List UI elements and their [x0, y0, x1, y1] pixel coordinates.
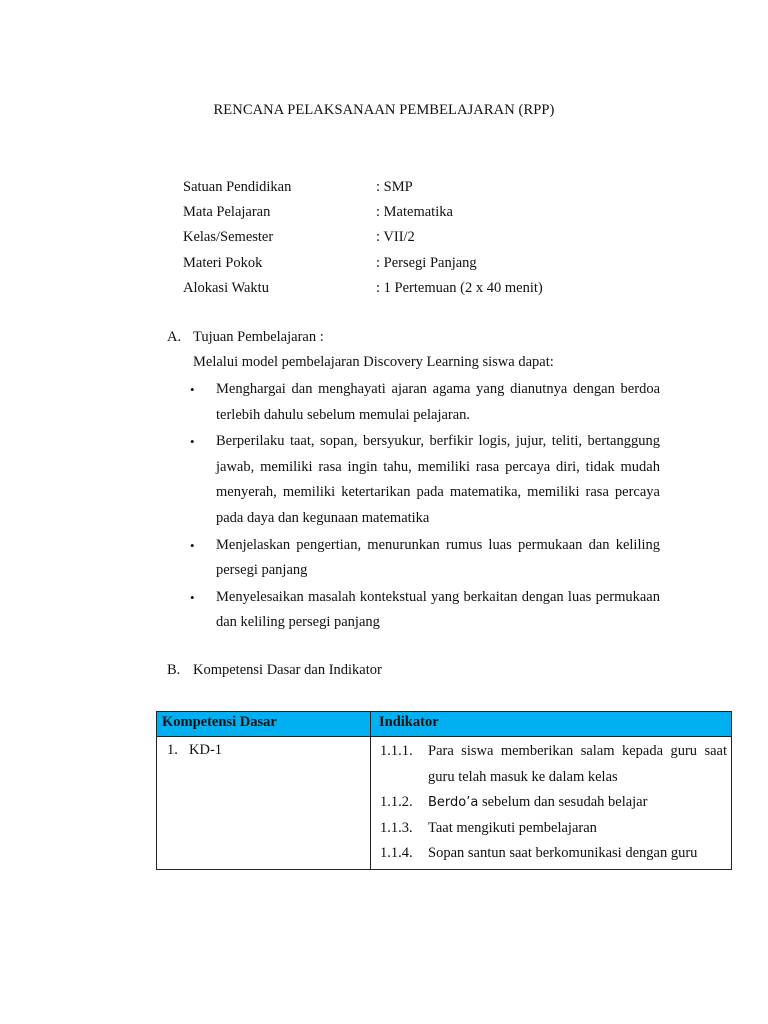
indicator-item: [380, 841, 727, 867]
list-item-text: Menyelesaikan masalah kontekstual yang berkaitan dengan luas permukaan dan keliling persegi panjang: [216, 588, 660, 631]
section-letter: B.: [167, 662, 181, 678]
indicator-number: 1.1.4.: [380, 845, 413, 861]
indicator-text-sans: Berdo’a: [428, 795, 479, 810]
kd-cell: [157, 737, 371, 870]
bullet-icon: •: [190, 434, 195, 450]
identity-row-kelas: [183, 227, 683, 247]
list-item: [190, 377, 660, 428]
indicator-number: 1.1.2.: [380, 794, 413, 810]
identity-value: : 1 Pertemuan (2 x 40 menit): [376, 280, 543, 296]
identity-label: Materi Pokok: [183, 255, 263, 271]
identity-row-alokasi: [183, 278, 683, 298]
indicator-cell: [371, 737, 732, 870]
objectives-list: [190, 377, 660, 636]
identity-value: : VII/2: [376, 229, 415, 245]
section-a-heading: [167, 327, 324, 347]
indicator-text: sebelum dan sesudah belajar: [478, 794, 648, 810]
list-item: [190, 533, 660, 584]
list-item-text: Menghargai dan menghayati ajaran agama yang dianutnya dengan berdoa terlebih dahulu sebelum memulai pelajaran.: [216, 381, 660, 423]
list-item-text: Menjelaskan pengertian, menurunkan rumus luas permukaan dan keliling persegi panjang: [216, 536, 660, 579]
competency-table: [156, 711, 732, 870]
column-header: Kompetensi Dasar: [157, 712, 371, 737]
indicator-number: 1.1.3.: [380, 819, 413, 836]
list-item: [190, 429, 660, 531]
kd-label: KD-1: [189, 742, 223, 758]
kd-number: 1.: [167, 742, 178, 758]
list-item: [190, 585, 660, 636]
list-item-text: Berperilaku taat, sopan, bersyukur, berfikir logis, jujur, teliti, bertanggung jawab, memiliki rasa ingin tahu, memiliki rasa percaya diri, tidak mudah menyerah, memiliki ketertarikan pada matematika, memiliki rasa percaya pada daya dan kegunaan matematika: [216, 433, 660, 526]
identity-row-materi: [183, 253, 683, 273]
indicator-number: 1.1.1.: [380, 743, 413, 759]
indicator-item: [380, 739, 727, 790]
section-title: Tujuan Pembelajaran :: [193, 329, 324, 345]
indicator-item: [380, 790, 727, 816]
indicator-item: [380, 816, 727, 842]
identity-value: : Matematika: [376, 204, 453, 220]
document-title: RENCANA PELAKSANAAN PEMBELAJARAN (RPP): [213, 102, 555, 118]
indicator-text: Sopan santun saat berkomunikasi dengan guru: [428, 845, 698, 861]
table-row: [157, 737, 732, 870]
indicator-text: Para siswa memberikan salam kepada guru saat guru telah masuk ke dalam kelas: [428, 743, 727, 785]
column-header: Indikator: [371, 712, 732, 737]
bullet-icon: •: [190, 537, 195, 553]
section-a-intro: Melalui model pembelajaran Discovery Learning siswa dapat:: [193, 354, 554, 370]
identity-row-mapel: [183, 202, 683, 222]
section-title: Kompetensi Dasar dan Indikator: [193, 662, 382, 678]
identity-label: Alokasi Waktu: [183, 280, 269, 296]
identity-label: Satuan Pendidikan: [183, 179, 292, 195]
identity-value: : Persegi Panjang: [376, 255, 477, 271]
table-header-row: [157, 712, 732, 737]
indicator-text: Taat mengikuti pembelajaran: [428, 819, 597, 836]
identity-label: Kelas/Semester: [183, 229, 274, 245]
bullet-icon: •: [190, 382, 195, 397]
identity-label: Mata Pelajaran: [183, 204, 271, 220]
identity-row-satuan: [183, 177, 683, 197]
identity-value: : SMP: [376, 179, 413, 195]
section-b-heading: [167, 660, 382, 680]
section-letter: A.: [167, 329, 182, 345]
bullet-icon: •: [190, 589, 195, 605]
